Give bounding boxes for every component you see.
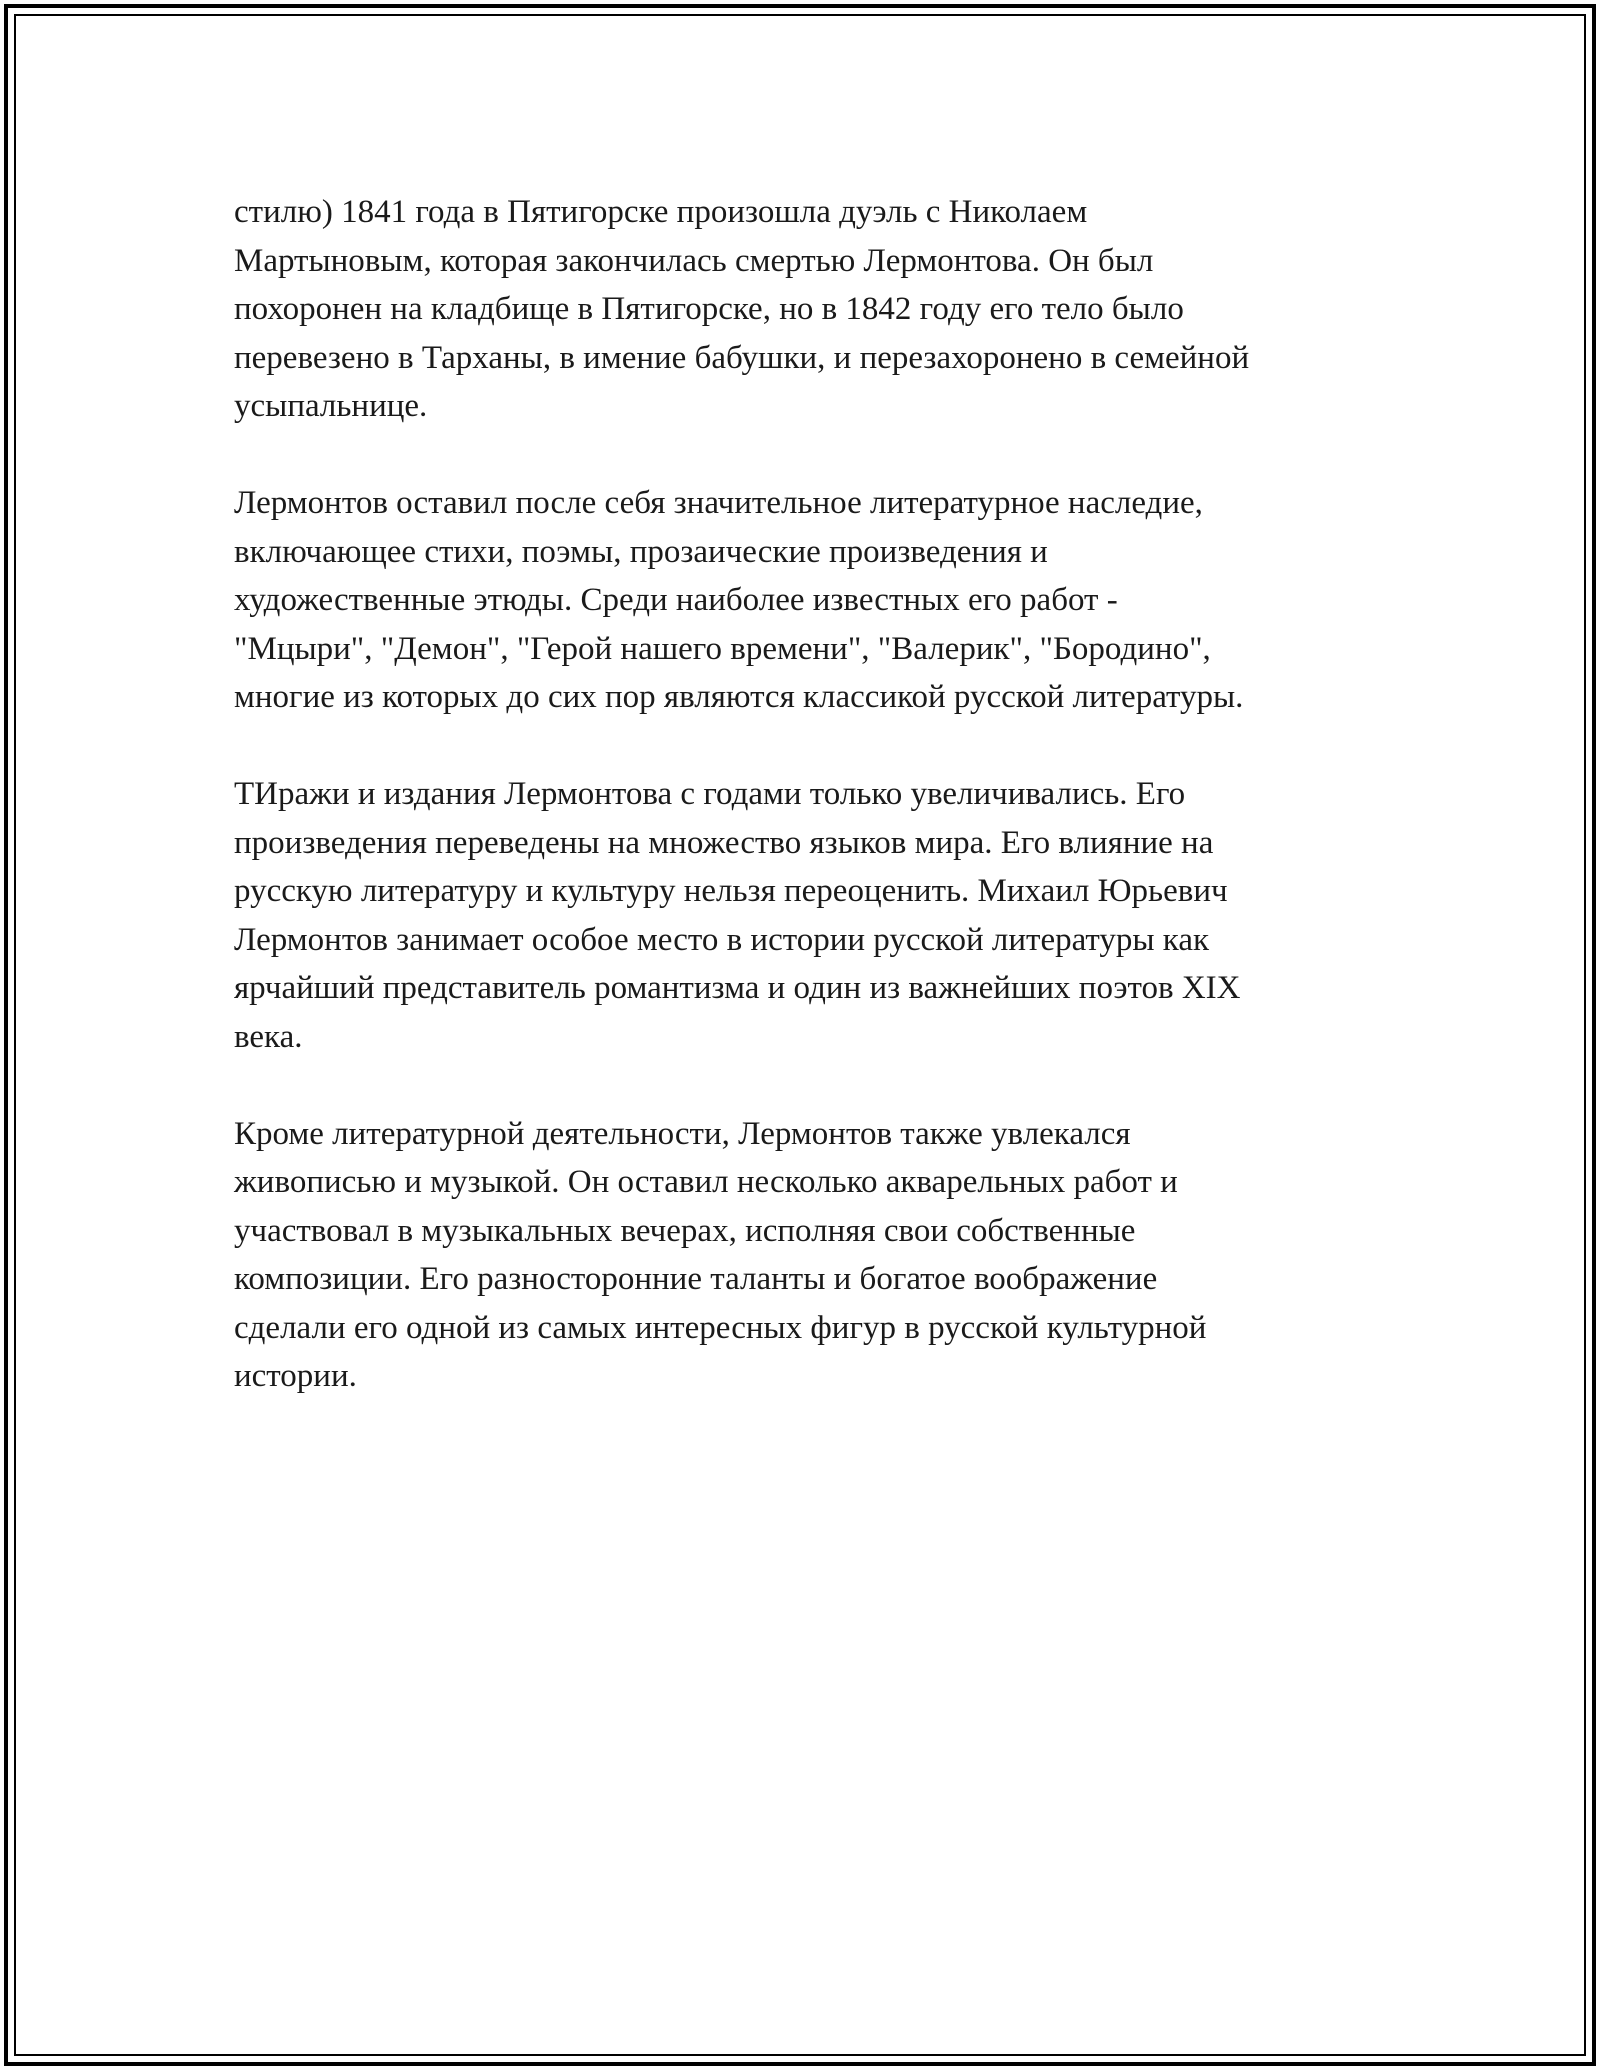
text-line: сделали его одной из самых интересных фигур в русской культурной [234,1309,1207,1346]
text-line: "Мцыри", "Демон", "Герой нашего времени", "Валерик", "Бородино", [234,630,1211,667]
paragraph-other-talents [234,1110,1414,1401]
text-line: века. [234,1018,303,1055]
text-line: стилю) 1841 года в Пятигорске произошла дуэль с Николаем [234,194,1088,230]
text-line: перевезено в Тарханы, в имение бабушки, и перезахоронено в семейной [234,339,1250,376]
text-line: ТИражи и издания Лермонтова с годами только увеличивались. Его [234,776,1186,812]
text-line: похоронен на кладбище в Пятигорске, но в 1842 году его тело было [234,291,1184,327]
text-line: Кроме литературной деятельности, Лермонтов также увлекался [234,1115,1131,1152]
text-line: усыпальнице. [234,388,428,424]
text-line: русскую литературу и культуру нельзя переоценить. Михаил Юрьевич [234,873,1228,909]
text-line: Мартыновым, которая закончилась смертью Лермонтова. Он был [234,242,1154,279]
paragraph-editions-and-influence [234,770,1414,1061]
text-line: произведения переведены на множество языков мира. Его влияние на [234,824,1214,861]
text-line: участвовал в музыкальных вечерах, исполняя свои собственные [234,1212,1136,1249]
text-line: ярчайший представитель романтизма и один из важнейших поэтов XIX [234,970,1241,1006]
text-line: включающее стихи, поэмы, прозаические произведения и [234,533,1048,570]
text-line: многие из которых до сих пор являются классикой русской литературы. [234,679,1244,715]
text-line: живописью и музыкой. Он оставил несколько акварельных работ и [234,1164,1178,1200]
text-line: истории. [234,1358,357,1394]
text-line: художественные этюды. Среди наиболее известных его работ - [234,582,1118,618]
text-line: Лермонтов оставил после себя значительное литературное наследие, [234,485,1203,521]
paragraph-literary-legacy [234,479,1414,722]
paragraph-duel-and-burial [234,188,1414,431]
text-line: композиции. Его разносторонние таланты и богатое воображение [234,1261,1158,1297]
text-line: Лермонтов занимает особое место в истории русской литературы как [234,921,1210,958]
document-body [234,188,1414,1449]
